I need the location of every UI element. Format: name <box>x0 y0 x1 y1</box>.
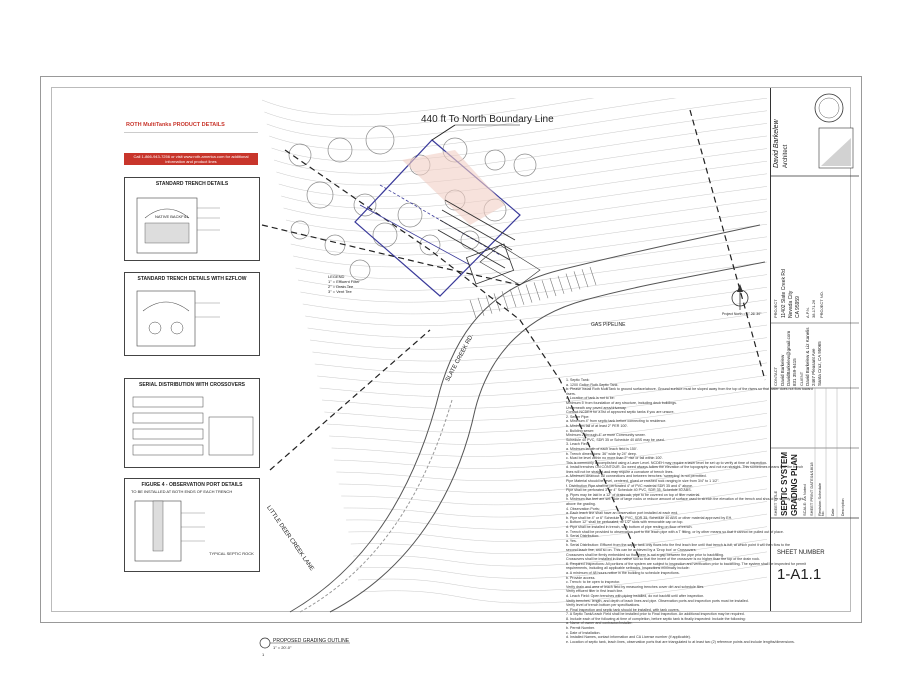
note-line: a. 1200 Gallon Roth Septic Tank. <box>566 382 619 387</box>
note-line: c. Trench: to be open to inspector. <box>566 580 621 585</box>
note-line: h. Minimum five feet are set: Side of large rocks or reduce amount of surface used to stretch the elevation of the trench and should be slightly brought <box>566 497 804 502</box>
hatch-line <box>574 271 580 289</box>
project-address-2: Nevada City <box>788 290 794 318</box>
note-line: e. Final inspection and septic tank should be installed, with tank covers. <box>566 607 680 612</box>
hatch-line <box>510 289 516 307</box>
print-date-label: SHEET PRINT DATE <box>809 478 814 516</box>
note-line: a. Minimum 4" from septic tank before connecting to residence. <box>566 419 667 424</box>
note-line: Minimum 2' through 4" or more Community sewer. <box>566 433 646 438</box>
apn-value: 38-171-26 <box>811 299 816 318</box>
contour-line <box>279 148 770 197</box>
tree-canopy <box>328 138 352 162</box>
architect-name: David Barkelew <box>773 119 780 168</box>
north-boundary-label: 440 ft To North Boundary Line <box>421 114 554 125</box>
sheet-title-line-2: GRADING PLAN <box>790 454 799 516</box>
contour-line <box>284 173 770 220</box>
tree-canopy <box>354 194 376 216</box>
ezflow-title: STANDARD TRENCH DETAILS WITH EZFLOW <box>137 276 247 282</box>
ezflow-trench-panel <box>124 272 260 356</box>
note-line: e. Minimum cleanout: All connections and between trenches: 'sweeping' is not permitted. <box>566 474 707 479</box>
tree-canopy <box>514 154 536 176</box>
note-line: above the grading. <box>566 502 596 507</box>
note-line: 4. Observation Ports: <box>566 506 600 511</box>
grading-scale-label: 1" = 20'-0" <box>273 645 292 650</box>
observation-subtitle: TO BE INSTALLED AT BOTH ENDS OF EACH TRENCH <box>131 489 233 494</box>
project-north-label: Project North = 6° 26' 30" <box>722 312 762 316</box>
note-line: f. Distribution Pipe shall be perforated 4" of PVC material SDR 35 and 4" above. <box>566 483 694 488</box>
note-line: Pipe shall be perforated 3" or 4" Schedule 40 PVC, SDR 35, Schedule 40 ABS. <box>566 488 692 493</box>
hatch-line <box>470 300 476 318</box>
tree-canopy <box>398 203 422 227</box>
note-line: Verify level of trench bottom per specifications. <box>566 603 641 608</box>
contact-line-3: 831 359-9415 <box>792 358 797 386</box>
contour-line <box>312 325 770 361</box>
rev-col-date: Date <box>831 508 835 516</box>
rev-col-description: Description <box>841 498 845 516</box>
revision-label: Revision Schedule <box>817 482 822 516</box>
note-line: Schedule 40 PVC, SDR 35 or Schedule 40 ABS may be used. <box>566 437 665 442</box>
sheet-number: 1-A1.1 <box>777 566 822 583</box>
sheet-number-label: SHEET NUMBER <box>777 550 825 556</box>
note-line: b. Serial Distribution: Effluent from the septic tank only flows into the first leach line until that trench is full, at which point it will then flow to the <box>566 543 791 548</box>
note-line: b. Minimum fall of at least 2" PER 100'. <box>566 423 629 428</box>
roth-product-panel <box>124 122 258 170</box>
note-line: a. Name of owner and contractor/installer. <box>566 621 633 626</box>
project-address-1: 11402 Slate Creek Rd <box>781 269 787 318</box>
legend-line: 1" = Effluent Filter <box>328 279 360 284</box>
note-line: 6. Required Inspections: All portions of the system are subject to inspection and verification prior to backfilling. The system shall be inspected for permit <box>566 561 807 566</box>
project-north-symbol <box>732 284 748 310</box>
gas-pipeline-label: GAS PIPELINE <box>591 322 626 328</box>
client-label: CLIENT <box>799 371 804 386</box>
callout-number: 1 <box>262 652 265 657</box>
sheet-title-label: SHEET TITLE <box>773 490 778 516</box>
note-line: risers. <box>566 391 576 396</box>
note-line: e. Location of septic tank, leach lines, observation ports that are triangulated to at least two (2) reference points and include lengths/dimensions. <box>566 639 795 644</box>
project-label: PROJECT <box>773 299 778 318</box>
note-line: b. Pipe shall be 4" or 6" Schedule 40 PVC, SDR 35, Schedule 40 ABS or other material approved by EH. <box>566 515 733 520</box>
legend-line: 2" = Drain Tee <box>328 284 354 289</box>
legend-block <box>328 274 360 294</box>
contour-line <box>303 274 770 314</box>
roth-title: ROTH MultiTanks PRODUCT DETAILS <box>126 122 225 128</box>
legend-line: 3" = Vent Tee <box>328 289 352 294</box>
tree-canopy <box>289 144 311 166</box>
print-date-value: 04/18/18 <box>809 462 814 478</box>
native-backfill-label: NATIVE BACKFILL <box>155 214 190 219</box>
note-line: 3. Leach Field: <box>566 442 590 447</box>
tree-canopy <box>291 221 309 239</box>
note-line: a. A minimum of 48 hours notice in the building to schedule inspections. <box>566 570 680 575</box>
apn-label: A.P.N. <box>805 306 810 318</box>
note-line: Underneath any paved area/driveway. <box>566 405 627 410</box>
note-line: Contact NCDEH for a list of approved septic tanks if you are unsure. <box>566 410 675 415</box>
note-line: d. Installed Names, contact information and CA License number (if applicable). <box>566 635 691 640</box>
note-line: d. Pipe shall be installed in trench, with bottom of pipe resting on floor of trench. <box>566 525 693 529</box>
contour-line <box>267 85 770 138</box>
observation-title: FIGURE 4 - OBSERVATION PORT DETAILS <box>141 482 243 488</box>
tree-canopy <box>420 235 440 255</box>
note-line: c. Location of tank is not to be: <box>566 396 615 401</box>
project-address-3: CA 95959 <box>795 296 801 318</box>
note-line: a. Yes. <box>566 538 577 543</box>
sheet-title-line-1: SEPTIC SYSTEM <box>780 451 789 516</box>
note-line: b. Please install Roth MultiTank to ground surface/above. Ground surface must be sloped away from the top of the risers so that water does not flow toward <box>566 387 813 392</box>
hatch-line <box>542 280 548 298</box>
client-line-1: David Barkelew & Liz Kanelis <box>805 327 810 386</box>
note-line: second leach line, and so on. This can be achieved by a 'Drop box' or Crossovers. <box>566 547 697 552</box>
contour-line <box>300 262 770 303</box>
note-line: d. Install trenches ON CONTOUR. Do weed always follow the elevation of the topography and not run straight. This sometimes means that the trench <box>566 465 804 470</box>
hatch-line <box>534 282 540 300</box>
hatch-line <box>486 296 492 314</box>
note-line: d. Leach Field: Open trenches with piping installed, do not backfill until after inspection. <box>566 593 705 598</box>
roth-contact-bar: Call 1-866-943-7256 or visit www.roth-america.com for additional information and product lines <box>124 153 258 165</box>
note-line: a. Each leach line shall have an observation port installed at each end. <box>566 511 679 516</box>
trench-title: STANDARD TRENCH DETAILS <box>155 181 229 187</box>
note-line: a. Minimum length of each leach field is 150'. <box>566 446 638 451</box>
note-line: 1. Septic Tank: <box>566 378 590 382</box>
standard-trench-panel <box>124 177 260 261</box>
note-line: This is commonly accomplished using a Laser Level. NCDEH may require a laser level be set up to verify at time of inspection. <box>566 460 768 465</box>
note-line: Minimum 5' from foundation of any structure, including deck buildings. <box>566 400 677 405</box>
note-line: g. Pipes may be laid in a 12" of drainrock, pipe to be covered on top of filter material. <box>566 492 701 497</box>
serial-detail-drawing <box>125 387 259 467</box>
contact-line-1: David Barkelew <box>780 354 785 386</box>
note-line: 7. A Septic Tank/Leach Field shall be installed prior to Final Inspection. An additional inspection may be required. <box>566 612 745 617</box>
note-line: c. Bottom 12" shall be perforated, w/ 1/2" slots with removable cap on top. <box>566 520 684 525</box>
title-block <box>770 88 859 611</box>
trench-detail-drawing <box>125 188 259 260</box>
ezflow-detail-drawing <box>125 283 259 355</box>
road-name-label: SLATE CREEK RD. <box>445 333 476 383</box>
contour-line <box>310 312 770 349</box>
architect-role: Architect <box>783 144 789 168</box>
note-line: Pipe Material should be level, centered, glued or crushed rock ranging in size from 3/4" to 1 1/2". <box>566 479 720 484</box>
client-line-3: Santa Cruz, CA 95065 <box>817 341 822 386</box>
hatch-line <box>550 278 556 296</box>
note-line: 2. Sewer Pipe: <box>566 414 590 419</box>
contact-line-2: DavidBarkelew@gmail.com <box>786 330 791 386</box>
rev-col-no: No. <box>821 510 825 516</box>
hatch-line <box>518 287 524 305</box>
note-line: Verify effluent filter in first leach line. <box>566 589 624 594</box>
note-line: e. Trench shall be provided to observation port to the leach pipe with a T fitting, or by other means so that it cannot be pulled out of place. <box>566 529 784 534</box>
note-line: Crossovers shall be installed in the native soil so that the invert of the crossover is no higher than the top of the drain rock. <box>566 557 760 562</box>
contour-line <box>296 236 770 278</box>
note-line: lines will not be straight and may require a curvature of trench lines. <box>566 469 674 474</box>
scale-label: SCALE: As Noted <box>802 484 807 516</box>
note-line: Verify trenches: length, and depth of leach lines and pipe. Observation ports and inspection ports must be installed. <box>566 598 749 603</box>
hatch-line <box>590 267 596 285</box>
contour-line <box>315 337 770 373</box>
grading-outline-label: PROPOSED GRADING OUTLINE <box>273 638 350 644</box>
observation-port-panel <box>124 478 260 572</box>
note-line: Verify drain and area of leach field by measuring trenches cover dirt and schedule files. <box>566 584 705 589</box>
note-line: 8. Include each of the following at time of completion, before septic tank is finally inspected: Include the following: <box>566 616 746 621</box>
note-line: c. Must be level within no more than 2" rise or fall within 100'. <box>566 456 664 461</box>
roth-table <box>124 132 258 153</box>
serial-distribution-panel <box>124 378 260 468</box>
tree-canopy <box>485 150 505 170</box>
hatch-line <box>558 276 564 294</box>
contour-line <box>276 136 770 185</box>
note-line: c. Building sewer: <box>566 428 595 433</box>
contact-label: CONTACT <box>773 366 778 386</box>
note-line: b. Permit Number. <box>566 626 595 631</box>
project-no-label: PROJECT NO. <box>819 291 824 318</box>
observation-detail-drawing <box>125 493 259 573</box>
note-line: b. Provide access. <box>566 575 596 580</box>
legend-line: LEGEND <box>328 274 345 279</box>
note-line: c. Date of Installation. <box>566 630 601 635</box>
note-line: requirements, including all applicable setbacks. Inspections minimally include: <box>566 566 690 571</box>
contour-line <box>262 60 770 115</box>
septic-rock-label: TYPICAL SEPTIC ROCK <box>209 551 254 556</box>
client-line-2: 2467 Pleasant Ave <box>811 348 816 386</box>
note-line: Crossovers shall be firmly embedded so that there is not a gap between the pipe prior to backfilling. <box>566 552 725 557</box>
serial-title: SERIAL DISTRIBUTION WITH CROSSOVERS <box>138 382 246 388</box>
hatch-line <box>582 269 588 287</box>
note-line: b. Trench dimensions: 36" wide by 24" deep. <box>566 451 637 456</box>
note-line: 5. Serial Distribution: <box>566 534 600 539</box>
lane-name-label: LITTLE DEER CREEK LANE <box>265 505 315 573</box>
